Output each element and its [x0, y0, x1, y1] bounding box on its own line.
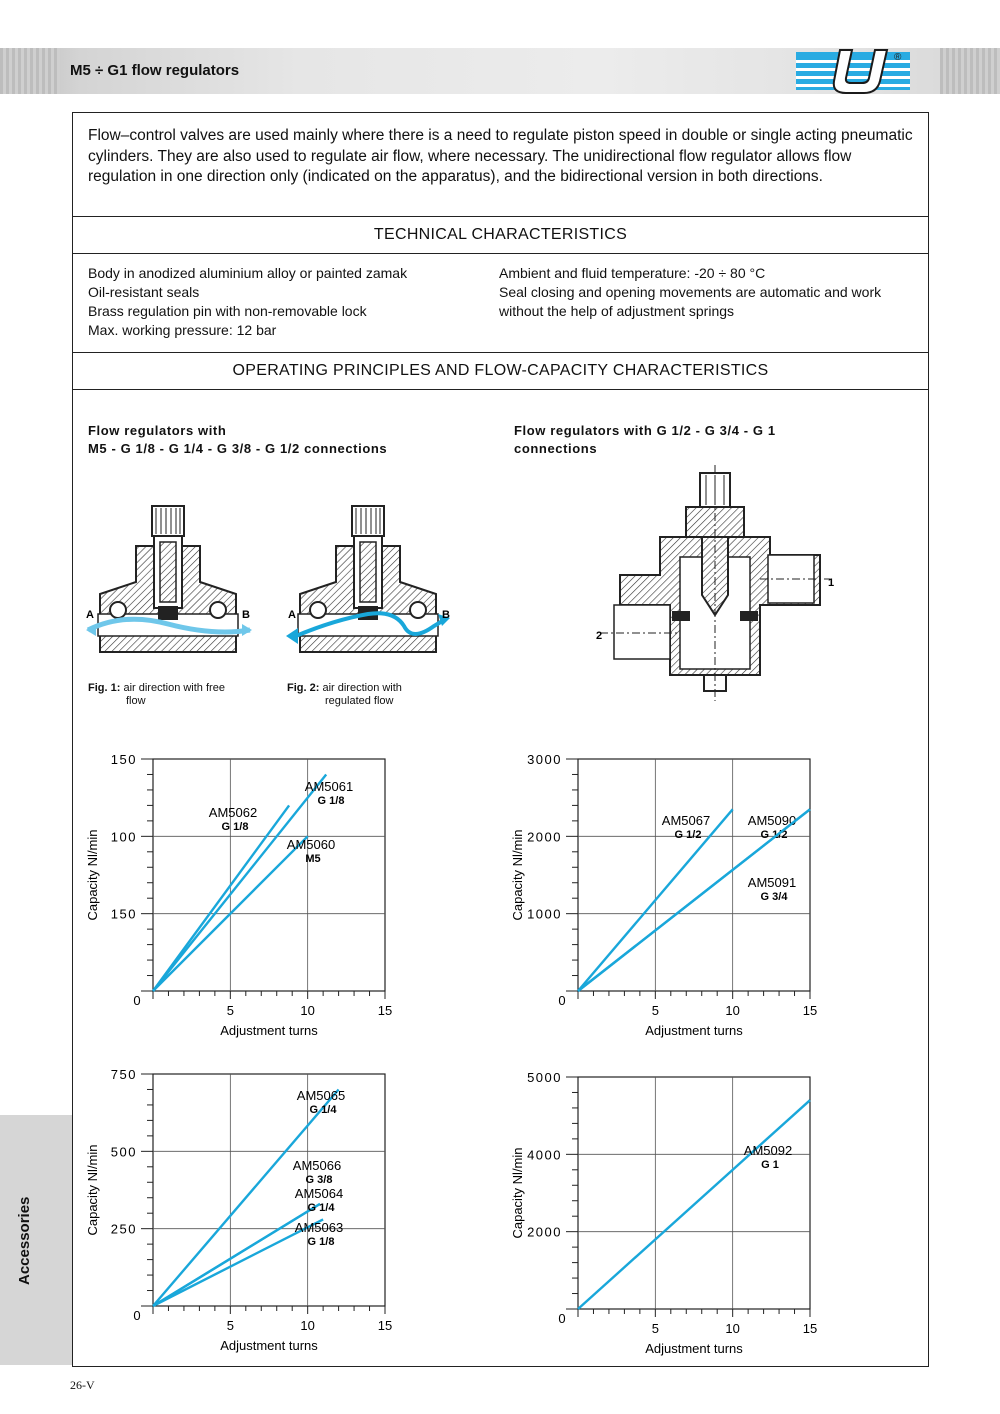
x-tick-label: 5	[226, 1003, 234, 1018]
left-subheading-line: Flow regulators with	[88, 423, 227, 438]
divider	[72, 253, 929, 254]
divider	[72, 352, 929, 353]
right-subheading-line: connections	[514, 441, 598, 456]
fig2-caption	[287, 682, 402, 708]
svg-text:2: 2	[596, 630, 603, 642]
x-tick-label: 10	[300, 1003, 315, 1018]
technical-left	[88, 264, 407, 340]
x-tick-label: 5	[226, 1318, 234, 1333]
operating-title: OPERATING PRINCIPLES AND FLOW-CAPACITY CHARACTERISTICS	[232, 362, 769, 379]
y-tick-label: 5000	[527, 1070, 562, 1085]
y-tick-label: 2000	[527, 829, 562, 845]
series-sublabel: G 1/8	[307, 1236, 335, 1248]
sidebar-tab	[0, 1115, 72, 1365]
divider	[72, 389, 929, 390]
plot-area	[85, 1067, 392, 1353]
y-tick-label: 150	[110, 752, 137, 767]
x-tick-label: 5	[651, 1003, 659, 1018]
left-subheading-line: M5 - G 1/8 - G 1/4 - G 3/8 - G 1/2 connections	[88, 441, 388, 456]
series-sublabel: G 1/2	[760, 829, 788, 841]
series-label: AM5063	[294, 1220, 344, 1235]
series-label: AM5090	[747, 813, 797, 828]
series-sublabel: G 3/8	[305, 1174, 333, 1186]
y-axis-label: Capacity Nl/min	[85, 1144, 100, 1236]
series-label: AM5091	[747, 875, 797, 890]
x-axis-label: Adjustment turns	[645, 1023, 743, 1038]
right-subheading-line: Flow regulators with G 1/2 - G 3/4 - G 1	[514, 423, 776, 438]
plot-frame	[153, 1074, 385, 1306]
technical-title: TECHNICAL CHARACTERISTICS	[373, 226, 628, 243]
plot-area	[85, 752, 392, 1038]
chart-capacity-g12-g34	[510, 745, 850, 1045]
series-sublabel: G 1/2	[674, 829, 702, 841]
plot-frame	[578, 1077, 810, 1309]
right-subheading	[514, 422, 776, 458]
origin-label: 0	[133, 993, 141, 1008]
x-tick-label: 15	[377, 1003, 393, 1018]
series-label: AM5092	[743, 1143, 793, 1158]
series-label: AM5061	[304, 779, 354, 794]
y-tick-label: 2000	[527, 1224, 562, 1240]
x-tick-label: 10	[725, 1321, 740, 1336]
valve-section-diagram	[590, 465, 850, 705]
y-tick-label: 3000	[527, 752, 562, 767]
spec-line: without the help of adjustment springs	[499, 303, 735, 319]
y-tick-label: 750	[110, 1067, 137, 1082]
y-tick-label: 500	[110, 1144, 137, 1160]
series-sublabel: M5	[305, 853, 321, 865]
valve-diagram-fig1	[84, 502, 254, 672]
page-number: 26-V	[70, 1378, 95, 1392]
fig1-text: flow	[126, 695, 146, 707]
fig1-text: air direction with free	[123, 682, 225, 694]
page-title: M5 ÷ G1 flow regulators	[70, 62, 240, 79]
series-line-am5062	[153, 805, 289, 991]
x-tick-label: 15	[802, 1321, 818, 1336]
fig1-caption	[88, 682, 225, 708]
series-sublabel: G 1/4	[307, 1202, 335, 1214]
spec-line: Body in anodized aluminium alloy or painted zamak	[88, 265, 408, 281]
svg-text:A: A	[288, 609, 296, 621]
x-tick-label: 5	[651, 1321, 659, 1336]
origin-label: 0	[558, 993, 566, 1008]
y-tick-label: 4000	[527, 1147, 562, 1163]
header-stripes-right	[940, 48, 1000, 94]
x-tick-label: 10	[725, 1003, 740, 1018]
spec-line: Seal closing and opening movements are automatic and work	[499, 284, 882, 300]
y-axis-label: Capacity Nl/min	[510, 1147, 525, 1239]
fig2-text: regulated flow	[325, 695, 394, 707]
x-tick-label: 10	[300, 1318, 315, 1333]
x-axis-label: Adjustment turns	[645, 1341, 743, 1356]
chart-capacity-m5-g18	[85, 745, 425, 1045]
spec-line: Oil-resistant seals	[88, 284, 200, 300]
y-tick-label: 250	[110, 1221, 137, 1237]
y-axis-label: Capacity Nl/min	[85, 829, 100, 921]
sidebar-label: Accessories	[16, 1196, 33, 1285]
y-axis-label: Capacity Nl/min	[510, 829, 525, 921]
y-tick-label: 100	[110, 829, 137, 845]
x-tick-label: 15	[802, 1003, 818, 1018]
series-label: AM5065	[296, 1088, 346, 1103]
svg-text:B: B	[442, 609, 450, 621]
series-label: AM5060	[286, 837, 336, 852]
series-sublabel: G 1/4	[309, 1104, 337, 1116]
series-label: AM5064	[294, 1186, 344, 1201]
intro-paragraph: Flow–control valves are used mainly where there is a need to regulate piston speed in double or single acting pneumatic cylinders. They are also used to regulate air flow, where necessary. The unidirectional flow regulator allows flow regulation in one direction only (indicated on the apparatus), and the bidirectional version in both directions.	[88, 127, 913, 185]
svg-text:A: A	[86, 609, 94, 621]
fig2-text: air direction with	[322, 682, 402, 694]
brand-logo-icon	[796, 48, 910, 94]
x-axis-label: Adjustment turns	[220, 1338, 318, 1353]
x-axis-label: Adjustment turns	[220, 1023, 318, 1038]
spec-line: Max. working pressure: 12 bar	[88, 322, 277, 338]
origin-label: 0	[558, 1311, 566, 1326]
series-line-am5092	[578, 1100, 810, 1309]
series-sublabel: G 1/8	[221, 821, 249, 833]
valve-diagram-fig2	[284, 502, 454, 672]
series-label: AM5066	[292, 1158, 342, 1173]
series-label: AM5067	[661, 813, 711, 828]
chart-capacity-g14-g38	[85, 1060, 425, 1360]
chart-capacity-g1	[510, 1063, 850, 1363]
spec-line: Ambient and fluid temperature: -20 ÷ 80 °C	[499, 265, 766, 281]
y-tick-label: 1000	[527, 906, 562, 922]
technical-right	[499, 264, 929, 321]
svg-text:®: ®	[894, 52, 902, 63]
fig2-label: Fig. 2:	[287, 682, 320, 694]
x-tick-label: 15	[377, 1318, 393, 1333]
series-label: AM5062	[208, 805, 258, 820]
left-subheading	[88, 422, 387, 458]
divider	[72, 216, 929, 217]
origin-label: 0	[133, 1308, 141, 1323]
series-sublabel: G 1	[761, 1159, 779, 1171]
spec-line: Brass regulation pin with non-removable lock	[88, 303, 367, 319]
header-stripes-left	[0, 48, 60, 94]
series-sublabel: G 1/8	[317, 795, 345, 807]
svg-text:B: B	[242, 609, 250, 621]
y-tick-label: 150	[110, 906, 137, 922]
svg-text:1: 1	[828, 577, 835, 589]
series-sublabel: G 3/4	[760, 891, 788, 903]
plot-area	[510, 1070, 817, 1356]
fig1-label: Fig. 1:	[88, 682, 121, 694]
plot-area	[510, 752, 817, 1038]
